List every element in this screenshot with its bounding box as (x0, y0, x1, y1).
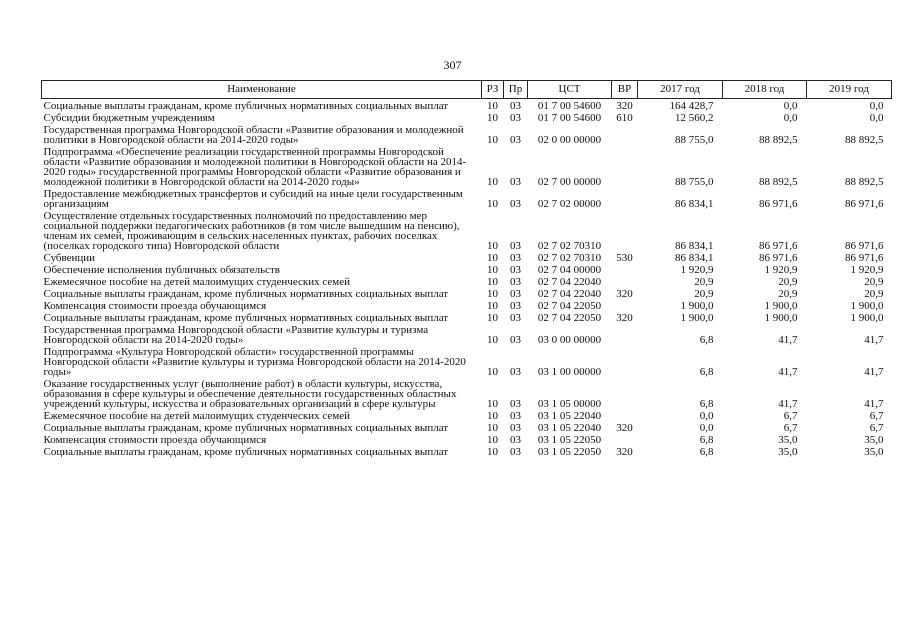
row-2019-cell: 88 892,5 (845, 176, 884, 188)
row-cst-cell: 02 7 04 22050 (537, 312, 602, 324)
row-rz-cell: 10 (487, 240, 498, 252)
row-2019-cell: 41,7 (864, 334, 884, 346)
row-2017-cell: 86 834,1 (675, 240, 714, 252)
header-cst: ЦСТ (528, 81, 612, 99)
row-rz-cell: 10 (487, 366, 498, 378)
row-vr-cell (612, 409, 638, 421)
row-cst-cell: 02 0 00 00000 (537, 134, 602, 146)
row-pr-cell: 03 (510, 176, 521, 188)
row-2018-cell: 86 971,6 (759, 240, 798, 252)
row-pr-cell: 03 (510, 276, 521, 288)
table-row (42, 445, 892, 457)
row-vr-cell (612, 123, 638, 145)
row-vr-cell (612, 187, 638, 209)
row-pr-cell: 03 (510, 312, 521, 324)
row-2017-cell: 6,8 (699, 434, 714, 446)
row-pr-cell: 03 (510, 398, 521, 410)
row-pr-cell: 03 (510, 240, 521, 252)
row-2017-cell: 164 428,7 (669, 100, 714, 112)
header-2018: 2018 год (723, 81, 807, 99)
row-pr-cell: 03 (510, 422, 521, 434)
row-2017-cell: 86 834,1 (675, 252, 714, 264)
row-name-cell: Компенсация стоимости проезда обучающимся (43, 434, 267, 446)
row-2018-cell: 6,7 (783, 422, 798, 434)
row-2017-cell: 6,8 (699, 366, 714, 378)
row-vr-cell: 320 (616, 288, 633, 300)
row-2019-cell: 6,7 (869, 410, 884, 422)
table-row (42, 123, 892, 145)
row-vr-cell: 320 (616, 446, 633, 458)
row-2017-cell: 6,8 (699, 446, 714, 458)
row-cst-cell: 01 7 00 54600 (537, 112, 602, 124)
table-row (42, 299, 892, 311)
row-2018-cell: 20,9 (778, 288, 798, 300)
row-pr-cell: 03 (510, 112, 521, 124)
row-pr-cell: 03 (510, 434, 521, 446)
row-vr-cell (612, 209, 638, 251)
row-cst-cell: 03 1 05 22040 (537, 422, 602, 434)
row-vr-cell: 320 (616, 422, 633, 434)
row-rz-cell: 10 (487, 300, 498, 312)
row-pr-cell: 03 (510, 134, 521, 146)
row-2018-cell: 20,9 (778, 276, 798, 288)
row-2017-cell: 0,0 (699, 422, 714, 434)
row-2017-cell: 1 900,0 (680, 300, 714, 312)
table-row (42, 99, 892, 112)
row-name-cell: Социальные выплаты гражданам, кроме публичных нормативных социальных выплат (43, 100, 449, 112)
row-2019-cell: 20,9 (864, 276, 884, 288)
table-row (42, 145, 892, 187)
row-pr-cell: 03 (510, 198, 521, 210)
row-cst-cell: 02 7 04 22050 (537, 300, 602, 312)
row-2018-cell: 88 892,5 (759, 176, 798, 188)
row-vr-cell: 320 (616, 312, 633, 324)
row-name-cell: Государственная программа Новгородской области «Развитие образования и молодежной политики в Новгородской области на 2014-2020 годы» (43, 124, 464, 146)
row-pr-cell: 03 (510, 446, 521, 458)
row-rz-cell: 10 (487, 446, 498, 458)
table-row (42, 323, 892, 345)
table-row (42, 251, 892, 263)
budget-table (41, 80, 892, 457)
row-name-cell: Предоставление межбюджетных трансфертов и субсидий на иные цели государственным организациям (43, 188, 463, 210)
row-cst-cell: 03 1 05 22040 (537, 410, 602, 422)
row-2017-cell: 1 900,0 (680, 312, 714, 324)
row-pr-cell: 03 (510, 300, 521, 312)
row-2019-cell: 0,0 (869, 112, 884, 124)
row-2017-cell: 88 755,0 (675, 134, 714, 146)
row-name-cell: Ежемесячное пособие на детей малоимущих студенческих семей (43, 276, 350, 288)
row-rz-cell: 10 (487, 410, 498, 422)
row-2018-cell: 0,0 (783, 100, 798, 112)
row-2017-cell: 1 920,9 (680, 264, 714, 276)
header-pr: Пр (504, 81, 528, 99)
table-row (42, 345, 892, 377)
row-vr-cell (612, 145, 638, 187)
row-2019-cell: 41,7 (864, 366, 884, 378)
row-rz-cell: 10 (487, 434, 498, 446)
row-rz-cell: 10 (487, 134, 498, 146)
row-name-cell: Подпрограмма «Культура Новгородской области» государственной программы Новгородской области «Развитие культуры и туризма Новгородской области на 2014-2020 годы» (43, 346, 466, 378)
row-name-cell: Осуществление отдельных государственных полномочий по предоставлению мер социальной поддержки педагогических работников (в том числе вышедшим на пенсию), членам их семей, проживающим в сельских населенных пунктах, рабочих поселках (поселках городского типа) Новгородской области (43, 210, 460, 252)
table-row (42, 433, 892, 445)
row-cst-cell: 01 7 00 54600 (537, 100, 602, 112)
row-name-cell: Социальные выплаты гражданам, кроме публичных нормативных социальных выплат (43, 288, 449, 300)
row-pr-cell: 03 (510, 288, 521, 300)
row-rz-cell: 10 (487, 334, 498, 346)
row-cst-cell: 03 1 05 22050 (537, 434, 602, 446)
row-vr-cell (612, 263, 638, 275)
row-2018-cell: 88 892,5 (759, 134, 798, 146)
row-2018-cell: 41,7 (778, 366, 798, 378)
row-2018-cell: 41,7 (778, 398, 798, 410)
row-2017-cell: 20,9 (694, 276, 714, 288)
row-name-cell: Подпрограмма «Обеспечение реализации государственной программы Новгородской области «Развитие образования и молодежной политики в Новгородской области на 2014-2020 годы» государственной программы Новгородской области «Развитие образования и молодежной политики в Новгородской области на 2014-2020 годы» (43, 146, 467, 188)
row-vr-cell: 610 (616, 112, 633, 124)
row-vr-cell (612, 377, 638, 409)
row-pr-cell: 03 (510, 366, 521, 378)
row-rz-cell: 10 (487, 276, 498, 288)
row-rz-cell: 10 (487, 100, 498, 112)
row-cst-cell: 02 7 04 00000 (537, 264, 602, 276)
table-row (42, 111, 892, 123)
row-2017-cell: 0,0 (699, 410, 714, 422)
table-header-row (42, 81, 892, 99)
row-name-cell: Обеспечение исполнения публичных обязательств (43, 264, 281, 276)
row-2019-cell: 41,7 (864, 398, 884, 410)
row-2018-cell: 6,7 (783, 410, 798, 422)
table-row (42, 311, 892, 323)
row-name-cell: Социальные выплаты гражданам, кроме публичных нормативных социальных выплат (43, 446, 449, 458)
row-cst-cell: 02 7 02 70310 (537, 252, 602, 264)
row-2018-cell: 1 900,0 (764, 300, 798, 312)
row-2019-cell: 1 900,0 (850, 300, 884, 312)
row-2018-cell: 35,0 (778, 446, 798, 458)
row-name-cell: Ежемесячное пособие на детей малоимущих студенческих семей (43, 410, 350, 422)
row-rz-cell: 10 (487, 176, 498, 188)
row-name-cell: Субвенции (43, 252, 96, 264)
row-2019-cell: 86 971,6 (845, 252, 884, 264)
row-vr-cell (612, 433, 638, 445)
row-2018-cell: 1 920,9 (764, 264, 798, 276)
row-pr-cell: 03 (510, 100, 521, 112)
row-2018-cell: 0,0 (783, 112, 798, 124)
row-name-cell: Оказание государственных услуг (выполнение работ) в области культуры, искусства, образования в сфере культуры и обеспечение деятельности государственных областных учреждений культуры, искусства и образовательных организаций в сфере культуры (43, 378, 457, 410)
row-2019-cell: 35,0 (864, 446, 884, 458)
table-row (42, 275, 892, 287)
row-2017-cell: 86 834,1 (675, 198, 714, 210)
table-row (42, 421, 892, 433)
row-cst-cell: 02 7 04 22040 (537, 288, 602, 300)
row-2019-cell: 20,9 (864, 288, 884, 300)
table-row (42, 263, 892, 275)
table-row (42, 409, 892, 421)
header-rz: РЗ (482, 81, 504, 99)
row-2019-cell: 86 971,6 (845, 240, 884, 252)
row-2018-cell: 35,0 (778, 434, 798, 446)
table-row (42, 187, 892, 209)
row-2019-cell: 0,0 (869, 100, 884, 112)
row-rz-cell: 10 (487, 112, 498, 124)
row-cst-cell: 03 1 00 00000 (537, 366, 602, 378)
row-2019-cell: 86 971,6 (845, 198, 884, 210)
row-2018-cell: 41,7 (778, 334, 798, 346)
header-2017: 2017 год (638, 81, 723, 99)
row-2017-cell: 6,8 (699, 398, 714, 410)
header-name: Наименование (42, 81, 482, 99)
table-body (42, 99, 892, 458)
row-2017-cell: 6,8 (699, 334, 714, 346)
row-pr-cell: 03 (510, 410, 521, 422)
page-number: 307 (443, 58, 462, 72)
row-vr-cell: 320 (616, 100, 633, 112)
row-2019-cell: 1 900,0 (850, 312, 884, 324)
row-name-cell: Компенсация стоимости проезда обучающимся (43, 300, 267, 312)
row-2018-cell: 1 900,0 (764, 312, 798, 324)
row-2019-cell: 6,7 (869, 422, 884, 434)
row-pr-cell: 03 (510, 264, 521, 276)
row-rz-cell: 10 (487, 252, 498, 264)
row-rz-cell: 10 (487, 264, 498, 276)
row-2018-cell: 86 971,6 (759, 252, 798, 264)
row-2018-cell: 86 971,6 (759, 198, 798, 210)
row-name-cell: Государственная программа Новгородской области «Развитие культуры и туризма Новгородской области на 2014-2020 годы» (43, 324, 429, 346)
row-vr-cell (612, 345, 638, 377)
row-rz-cell: 10 (487, 398, 498, 410)
row-2019-cell: 1 920,9 (850, 264, 884, 276)
row-cst-cell: 03 0 00 00000 (537, 334, 602, 346)
row-cst-cell: 02 7 00 00000 (537, 176, 602, 188)
row-2017-cell: 12 560,2 (675, 112, 714, 124)
row-rz-cell: 10 (487, 198, 498, 210)
table-row (42, 287, 892, 299)
row-2019-cell: 35,0 (864, 434, 884, 446)
row-2017-cell: 20,9 (694, 288, 714, 300)
row-name-cell: Социальные выплаты гражданам, кроме публичных нормативных социальных выплат (43, 312, 449, 324)
table-row (42, 209, 892, 251)
row-cst-cell: 03 1 05 00000 (537, 398, 602, 410)
row-rz-cell: 10 (487, 288, 498, 300)
row-pr-cell: 03 (510, 334, 521, 346)
table-row (42, 377, 892, 409)
row-vr-cell: 530 (616, 252, 633, 264)
row-2019-cell: 88 892,5 (845, 134, 884, 146)
row-name-cell: Субсидии бюджетным учреждениям (43, 112, 215, 124)
row-vr-cell (612, 275, 638, 287)
row-vr-cell (612, 299, 638, 311)
row-cst-cell: 02 7 04 22040 (537, 276, 602, 288)
row-cst-cell: 02 7 02 00000 (537, 198, 602, 210)
row-vr-cell (612, 323, 638, 345)
row-2017-cell: 88 755,0 (675, 176, 714, 188)
row-cst-cell: 02 7 02 70310 (537, 240, 602, 252)
row-rz-cell: 10 (487, 422, 498, 434)
row-rz-cell: 10 (487, 312, 498, 324)
row-cst-cell: 03 1 05 22050 (537, 446, 602, 458)
row-name-cell: Социальные выплаты гражданам, кроме публичных нормативных социальных выплат (43, 422, 449, 434)
header-2019: 2019 год (807, 81, 892, 99)
row-pr-cell: 03 (510, 252, 521, 264)
header-vr: ВР (612, 81, 638, 99)
